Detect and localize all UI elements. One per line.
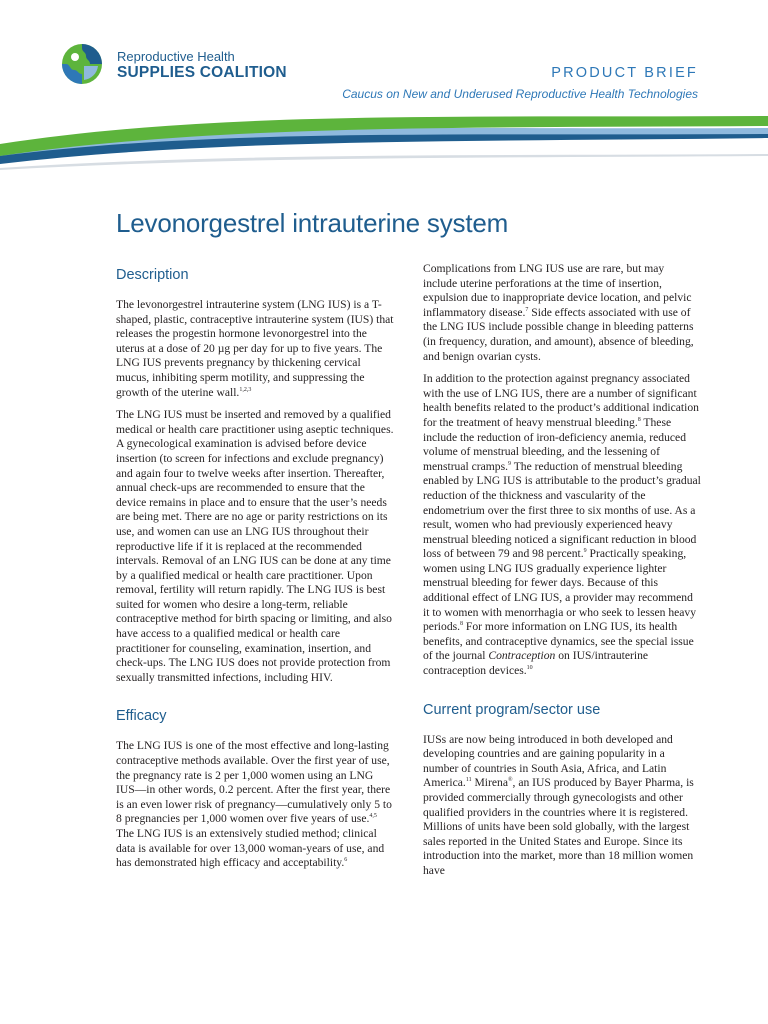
program-use-heading: Current program/sector use [423, 701, 601, 718]
efficacy-heading: Efficacy [116, 708, 167, 725]
journal-title: Contraception [488, 649, 556, 663]
health-benefits-paragraph: In addition to the protection against pregnancy associated with the use of LNG IUS, there are a number of significant health benefits related to the product’s additional indication for the treatment of heavy menstrual bleeding.$^8$ These include the reduction of iron-deficiency anemia, reduced volume of menstrual bleeding, and the lessening of menstrual cramps.$^9$ The reduction of menstrual bleeding enabled by LNG IUS is attributable to the product’s gradual reduction of the thickness and vascularity of the endometrium over the first three to six months of use. As a result, women who had previously experienced heavy menstrual bleeding noticed a significant reduction in blood loss of between 79 and 98 percent.$^9$ Practically speaking, women using LNG IUS gradually experience lighter menstrual bleeding for fewer days. Because of this additional effect of LNG IUS, a provider may recommend it to women with menorrhagia or who seek to lessen heavy periods.$^8$ For more information on LNG IUS, its health benefits, and contraceptive dynamics, see the special issue of the journal Contraception on IUS/intrauterine contraception devices.$^{10}$ [423, 372, 701, 678]
footnote-ref: 9 [583, 548, 587, 555]
program-use-paragraph: IUSs are now being introduced in both developed and developing countries and are gaining popularity in a number of countries in South Asia, Africa, and Latin America.$^{11}$ Mirena®, an IUS produced by Bayer Pharma, is provided commercially through gynecologists and other qualified providers in the countries where it is registered. Millions of units have been sold globally, with the largest sales reported in the United States and Europe. Since its introduction into the market, more than 18 million women have [423, 732, 694, 877]
footnote-ref: 1,2,3 [239, 386, 252, 393]
puzzle-globe-logo-icon [60, 42, 104, 86]
header-swoosh-decoration [0, 110, 768, 190]
footnote-ref: 10 [526, 665, 533, 672]
footnote-ref: 11 [465, 777, 472, 784]
footnote-ref: 9 [508, 460, 511, 467]
left-column [116, 262, 394, 879]
right-column [423, 262, 701, 887]
footnote-ref: 8 [637, 417, 641, 424]
footnote-ref: 7 [525, 306, 529, 313]
org-name-line2: SUPPLIES COALITION [117, 64, 287, 81]
page-title: Levonorgestrel intrauterine system [116, 208, 509, 238]
header [0, 0, 768, 180]
footnote-ref: 8 [460, 621, 464, 628]
complications-paragraph: Complications from LNG IUS use are rare, but may include uterine perforations at the time of insertion, expulsion due to inappropriate device location, and pelvic inflammatory disease.$^7$ Side effects associated with use of the LNG IUS include possible change in bleeding patterns (in frequency, duration, and amount), absence of bleeding, and benign ovarian cysts. [423, 262, 694, 363]
footnote-ref: 4,5 [369, 813, 377, 820]
registered-mark: ® [507, 777, 513, 784]
description-heading: Description [116, 267, 189, 283]
footnote-ref: 6 [344, 857, 348, 864]
org-name-line1: Reproductive Health [117, 49, 235, 64]
brief-subtitle: Caucus on New and Underused Reproductive Health Technologies [342, 87, 698, 101]
efficacy-paragraph: The LNG IUS is one of the most effective and long-lasting contraceptive methods available. Over the first year of use, the pregnancy rate is 2 per 1,000 women using an LNG IUS—in other words, 0.2 percent. After the first year, there is an even lower risk of pregnancy—cumulatively only 5 to 8 pregnancies per 1,000 women over five years of use.$^{4,5}$ The LNG IUS is an extensively studied method; clinical data is available for over 13,000 woman-years of use, and has demonstrated high efficacy and acceptability.$^6$ [116, 739, 392, 870]
organization-name [117, 49, 287, 81]
product-brief-label: PRODUCT BRIEF [551, 65, 698, 81]
description-paragraph-2: The LNG IUS must be inserted and removed by a qualified medical or health care practitioner using aseptic techniques. A gynecological examination is advised before device insertion (to screen for infections and exclude pregnancy) and again four to twelve weeks after insertion. Thereafter, annual check-ups are recommended to ensure that the device remains in place and to ensure that the user’s needs are being met. There are no age or parity restrictions on its use, and women can use an LNG IUS throughout their reproductive life if it is replaced at the recommended intervals. Removal of an LNG IUS can be done at any time by a qualified medical or health care practitioner. Upon removal, fertility will return rapidly. The LNG IUS is best suited for women who desire a long-term, reliable contraceptive method for birth spacing or limiting, and also have access to a qualified medical or health care practitioner for counseling, examination, insertion, and check-ups. The LNG IUS does not provide protection from sexually transmitted infections, including HIV. [116, 408, 394, 684]
description-paragraph-1: The levonorgestrel intrauterine system (LNG IUS) is a T-shaped, plastic, contraceptive intrauterine system (IUS) that releases the progestin hormone levonorgestrel into the uterus at a dose of 20 µg per day for up to five years. The LNG IUS prevents pregnancy by thickening cervical mucus, inhibiting sperm motility, and suppressing the growth of the uterine wall.$^{1,2,3}$ [116, 298, 394, 399]
